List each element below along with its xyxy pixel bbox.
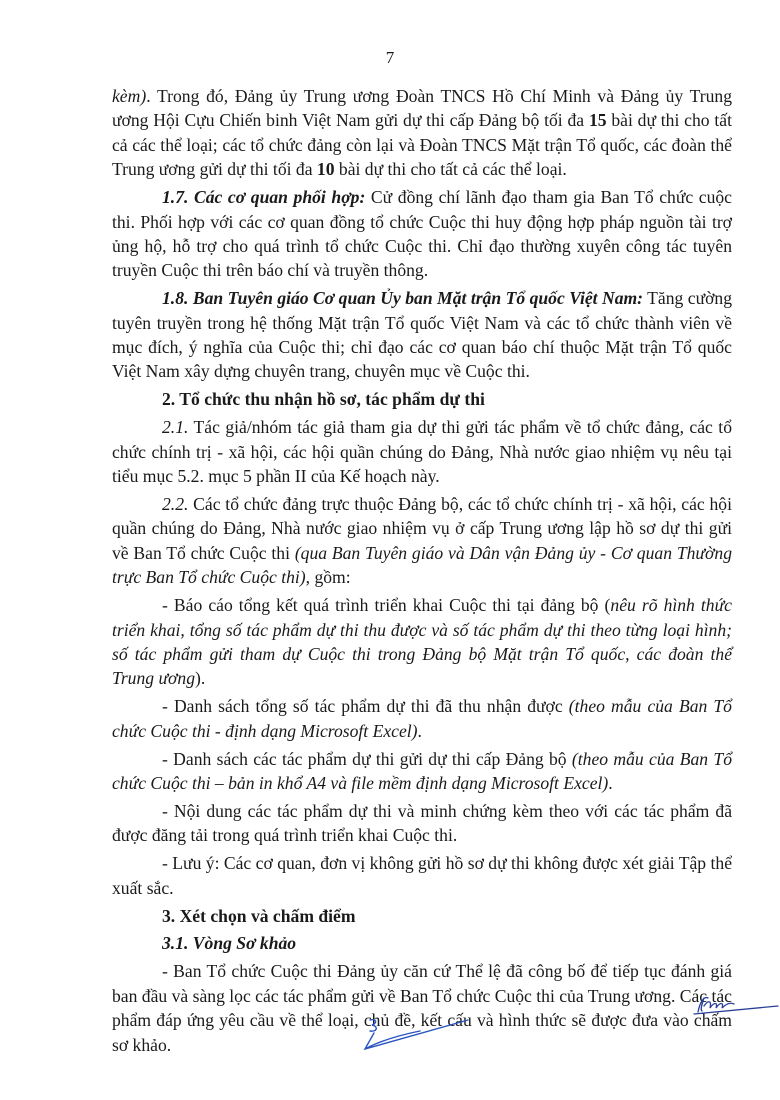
list-item-submission-list xyxy=(112,747,732,796)
bold-number: 10 xyxy=(316,159,335,180)
section-text: Các tổ chức đảng trực thuộc Đảng bộ, các tổ chức chính trị - xã hội, các hội quần chúng do Đảng, Nhà nước giao nhiệm vụ ở cấp Trung ương lập hồ sơ dự thi gửi về Ban Tổ chức Cuộc thi xyxy=(112,494,732,563)
signature-stroke xyxy=(694,998,778,1014)
italic-fragment: (qua Ban Tuyên giáo và Dân vận Đảng ủy - Cơ quan Thường trực Ban Tổ chức Cuộc thi) xyxy=(112,542,732,588)
section-3-1-heading: 3.1. Vòng Sơ khảo xyxy=(162,933,297,954)
text-fragment: . xyxy=(608,772,613,793)
text-fragment: bài dự thi cho tất cả các thể loại; các tổ chức đảng còn lại và Đoàn TNCS Mặt trận Tổ quốc, các đoàn thể Trung ương gửi dự thi tối đa xyxy=(112,110,732,180)
section-3-heading: 3. Xét chọn và chấm điểm xyxy=(162,905,356,926)
text-fragment: bài dự thi cho tất cả các thể loại. xyxy=(334,159,567,180)
list-item-report xyxy=(112,593,732,691)
section-2-heading: 2. Tổ chức thu nhận hồ sơ, tác phẩm dự thi xyxy=(162,389,485,410)
page-number: 7 xyxy=(385,48,395,67)
signature-initials-right xyxy=(690,990,780,1020)
text-fragment: . xyxy=(417,720,422,741)
text-fragment: , gồm: xyxy=(305,567,351,588)
signature-stroke xyxy=(365,1020,468,1049)
text-fragment: - Danh sách tổng số tác phẩm dự thi đã thu nhận được xyxy=(162,696,569,717)
text-fragment: ). xyxy=(195,668,206,689)
section-number: 2.2. xyxy=(162,494,189,514)
section-text: Tăng cường tuyên truyền trong hệ thống Mặt trận Tổ quốc Việt Nam và các tổ chức thành viên về mục đích, ý nghĩa của Cuộc thi; chỉ đạo các cơ quan báo chí thuộc Mặt trận Tổ quốc Việt Nam xây dựng chuyên trang, chuyên mục về Cuộc thi. xyxy=(112,288,733,382)
text-fragment: - Báo cáo tổng kết quá trình triển khai Cuộc thi tại đảng bộ ( xyxy=(162,595,611,616)
list-item-total-list xyxy=(112,694,732,743)
italic-fragment: (theo mẫu của Ban Tổ chức Cuộc thi - định dạng Microsoft Excel) xyxy=(112,696,732,741)
section-heading: 1.8. Ban Tuyên giáo Cơ quan Ủy ban Mặt trận Tổ quốc Việt Nam: xyxy=(162,288,644,309)
paragraph-continuation xyxy=(112,84,732,182)
document-body xyxy=(112,84,732,1060)
bold-number: 15 xyxy=(588,110,607,131)
section-3-1-text: - Ban Tổ chức Cuộc thi Đảng ủy căn cứ Thể lệ đã công bố để tiếp tục đánh giá ban đầu và sàng lọc các tác phẩm gửi về Ban Tổ chức Cuộc thi của Trung ương. Các tác phẩm đáp ứng yêu cầu về thể loại, chủ đề, kết cấu và hình thức sẽ được đưa vào chấm sơ khảo. xyxy=(112,961,732,1055)
list-item-content: - Nội dung các tác phẩm dự thi và minh chứng kèm theo với các tác phẩm đã được đăng tải trong quá trình triển khai Cuộc thi. xyxy=(112,800,732,846)
italic-fragment: kèm) xyxy=(112,86,147,106)
section-2-2 xyxy=(112,492,732,590)
list-item-note: - Lưu ý: Các cơ quan, đơn vị không gửi hồ sơ dự thi không được xét giải Tập thể xuất sắc. xyxy=(112,853,732,898)
section-text: Cử đồng chí lãnh đạo tham gia Ban Tổ chức cuộc thi. Phối hợp với các cơ quan đồng tổ chức Cuộc thi huy động hợp pháp nguồn tài trợ ủng hộ, hỗ trợ cho quá trình tổ chức Cuộc thi. Chỉ đạo thường xuyên công tác tuyên truyền Cuộc thi trên báo chí và truyền thông. xyxy=(112,187,732,281)
section-text: Tác giả/nhóm tác giả tham gia dự thi gửi tác phẩm về tổ chức đảng, các tổ chức chính trị - xã hội, các hội quần chúng do Đảng, Nhà nước giao nhiệm vụ nêu tại tiểu mục 5.2. mục 5 phần II của Kế hoạch này. xyxy=(112,417,732,487)
section-1-8 xyxy=(112,286,732,384)
italic-fragment: (theo mẫu của Ban Tổ chức Cuộc thi – bản in khổ A4 và file mềm định dạng Microsoft Excel) xyxy=(112,748,732,793)
italic-fragment: nêu rõ hình thức triển khai, tổng số tác phẩm dự thi thu được và số tác phẩm dự thi theo từng loại hình; số tác phẩm gửi tham dự Cuộc thi trong Đảng bộ Mặt trận Tổ quốc, các đoàn thể Trung ương xyxy=(112,595,732,689)
section-heading: 1.7. Các cơ quan phối hợp: xyxy=(162,187,366,208)
text-fragment: - Danh sách các tác phẩm dự thi gửi dự thi cấp Đảng bộ xyxy=(162,748,572,769)
section-2-1 xyxy=(112,415,732,488)
text-fragment: . Trong đó, Đảng ủy Trung ương Đoàn TNCS Hồ Chí Minh và Đảng ủy Trung ương Hội Cựu Chiến binh Việt Nam gửi dự thi cấp Đảng bộ tối đa xyxy=(112,86,732,131)
section-number: 2.1. xyxy=(162,417,189,438)
section-1-7 xyxy=(112,185,732,283)
signature-initials-center xyxy=(360,1015,470,1060)
